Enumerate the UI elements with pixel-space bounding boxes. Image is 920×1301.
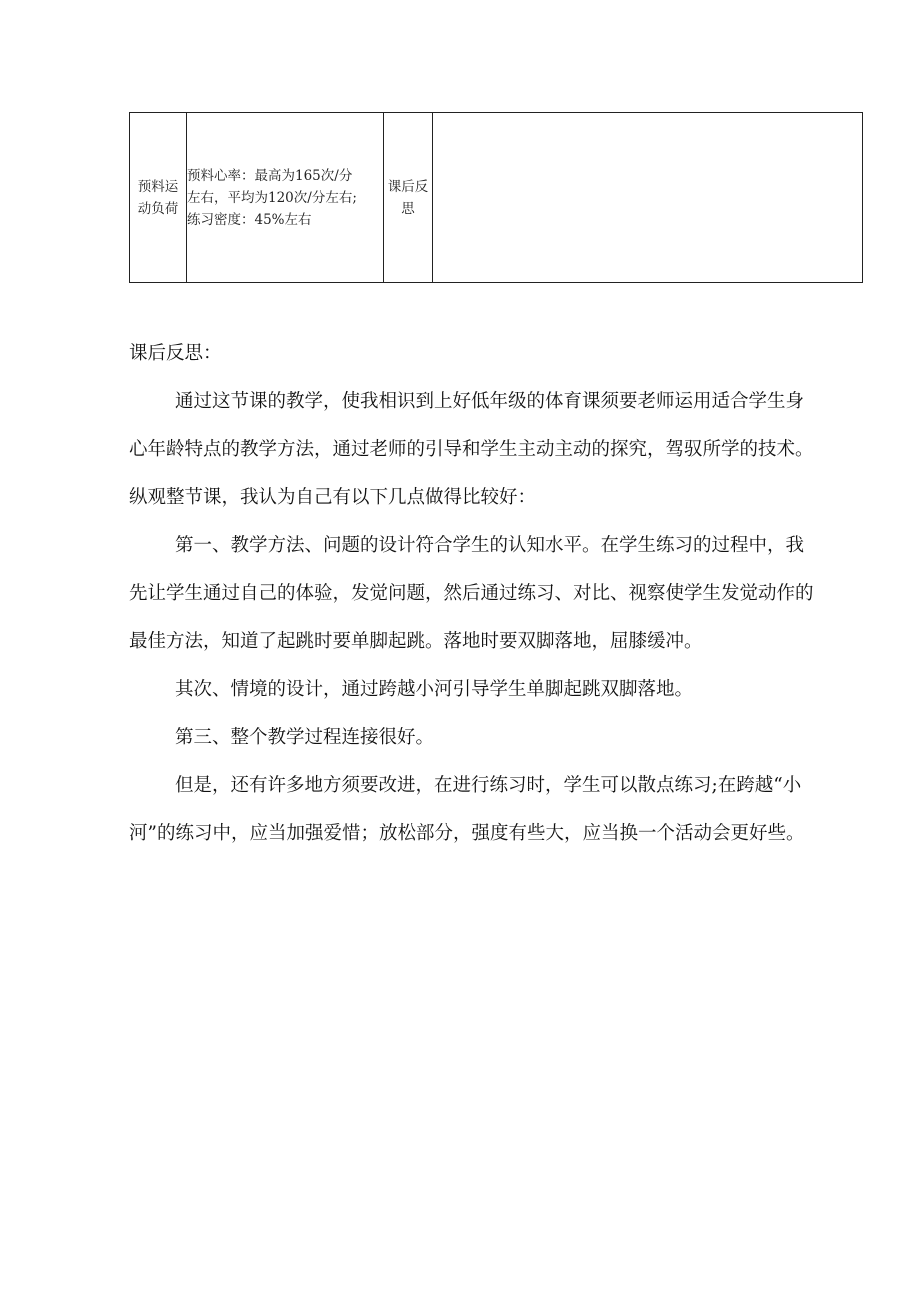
reflection-paragraph-2 (129, 522, 889, 666)
reflect-content-cell (433, 113, 863, 283)
paragraph-line: 河”的练习中，应当加强爱惜；放松部分，强度有些大，应当换一个活动会更好些。 (129, 823, 805, 844)
load-detail-line-2: 左右，平均为120次/分左右; (187, 189, 357, 206)
reflection-paragraph-4 (129, 714, 889, 762)
load-detail-cell (187, 113, 384, 283)
paragraph-line: 纵观整节课，我认为自己有以下几点做得比较好： (129, 487, 537, 508)
reflect-label-cell (384, 113, 433, 283)
paragraph-line: 第一、教学方法、问题的设计符合学生的认知水平。在学生练习的过程中，我 (175, 535, 805, 556)
load-label-line-1: 预料运 (137, 178, 179, 195)
paragraph-line: 通过这节课的教学，使我相识到上好低年级的体育课须要老师运用适合学生身 (175, 391, 805, 412)
reflection-paragraph-5 (129, 762, 889, 858)
table-row (130, 113, 863, 283)
load-label-cell (130, 113, 187, 283)
paragraph-line: 但是，还有许多地方须要改进，在进行练习时，学生可以散点练习;在跨越“小 (175, 775, 802, 796)
reflect-label-line-1: 课后反 (387, 178, 429, 195)
paragraph-line: 第三、整个教学过程连接很好。 (175, 727, 435, 748)
paragraph-line: 心年龄特点的教学方法，通过老师的引导和学生主动主动的探究，驾驭所学的技术。 (129, 439, 814, 460)
load-detail-line-3: 练习密度：45%左右 (187, 211, 312, 228)
paragraph-line: 其次、情境的设计，通过跨越小河引导学生单脚起跳双脚落地。 (175, 679, 694, 700)
paragraph-line: 最佳方法，知道了起跳时要单脚起跳。落地时要双脚落地，屈膝缓冲。 (129, 631, 703, 652)
reflection-section (129, 330, 889, 858)
load-detail-line-1: 预料心率：最高为165次/分 (187, 167, 353, 184)
load-label-line-2: 动负荷 (137, 200, 179, 217)
paragraph-line: 先让学生通过自己的体验，发觉问题，然后通过练习、对比、视察使学生发觉动作的 (129, 583, 814, 604)
reflection-paragraph-1 (129, 378, 889, 522)
exercise-load-table (129, 112, 863, 283)
reflect-label-line-2: 思 (401, 200, 415, 217)
reflection-paragraph-3 (129, 666, 889, 714)
reflection-heading: 课后反思： (129, 343, 222, 364)
